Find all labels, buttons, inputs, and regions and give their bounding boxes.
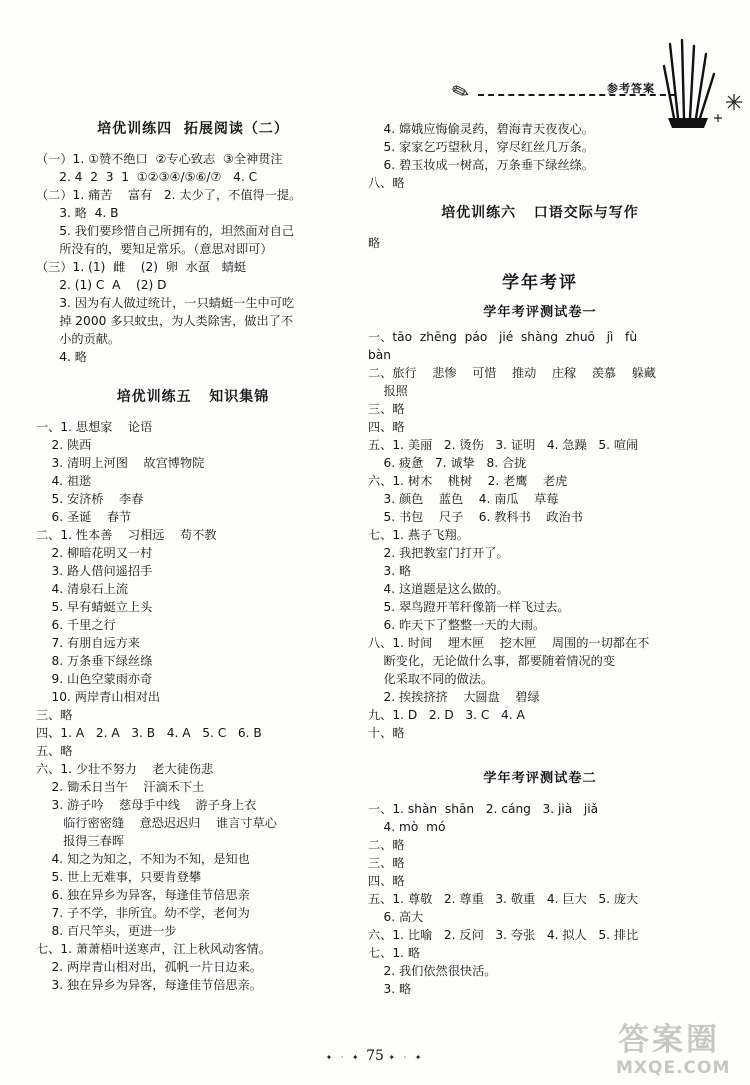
answer-line: 七、1. 燕子飞翔。 [368, 528, 469, 542]
answer-line: 四、略 [368, 874, 405, 888]
answer-line: 略 [368, 236, 381, 250]
section-heading: 学年考评测试卷一 [483, 305, 597, 320]
answer-line: 三、略 [368, 402, 405, 416]
answer-line: 3. 游子吟 慈母手中线 游子身上衣 [36, 798, 257, 812]
spacer [368, 292, 712, 304]
answer-line: 7. 子不学，非所宜。幼不学，老何为 [36, 906, 250, 920]
answer-line: 二、略 [368, 838, 405, 852]
answer-line: 一、tāo zhēng páo jié shàng zhuō jì fù [368, 330, 638, 344]
answer-line: 4. 略 [36, 350, 87, 364]
answer-line: 五、略 [36, 744, 73, 758]
answer-line: 2. 挨挨挤挤 大圆盘 碧绿 [368, 690, 540, 704]
answer-line: 3. 因为有人做过统计，一只蜻蜓一生中可吃 [36, 296, 295, 310]
answer-line: 2. 4 2 3 1 ①②③④/⑤⑥/⑦ 4. C [36, 170, 258, 184]
spacer [36, 406, 350, 418]
section-heading: 学年考评 [502, 273, 578, 293]
answer-line: 2. 陕西 [36, 438, 92, 452]
answer-line: 6. 千里之行 [36, 618, 116, 632]
answer-line: 6. 圣诞 春节 [36, 510, 132, 524]
answer-line: 3. 路人借问遥招手 [36, 564, 153, 578]
answer-line: 七、1. 萧萧梧叶送寒声，江上秋风动客情。 [36, 942, 271, 956]
answer-line: 2. 柳暗花明又一村 [36, 546, 153, 560]
answer-line: 十、略 [368, 726, 405, 740]
answer-line: 3. 略 [368, 982, 412, 996]
watermark-logo [612, 1014, 740, 1082]
answer-line: 3. 清明上河图 故宫博物院 [36, 456, 205, 470]
answer-line: 4. 这道题是这么做的。 [368, 582, 509, 596]
answer-line: 5. 安济桥 李春 [36, 492, 144, 506]
section-heading: 培优训练四 拓展阅读（二） [97, 121, 289, 137]
answer-line: 9. 山色空蒙雨亦奇 [36, 672, 153, 686]
answer-line: 6. 疲惫 7. 诚挚 8. 合拢 [368, 456, 527, 470]
answer-line: 4. 清泉石上流 [36, 582, 128, 596]
spacer [368, 252, 712, 274]
section-heading: 培优训练五 知识集锦 [116, 389, 270, 405]
answer-line: 5. 翠鸟蹬开苇秆像箭一样飞过去。 [368, 600, 570, 614]
header-label: 参考答案 [607, 82, 655, 95]
answer-line: 所没有的，要知足常乐。（意思对即可） [36, 242, 273, 256]
answer-line: 二、旅行 悲惨 可惜 推动 庄稼 羡慕 躲藏 [368, 366, 656, 380]
answer-line: 临行密密缝 意恐迟迟归 谁言寸草心 [36, 816, 277, 830]
answer-line: （一）1. ①赞不绝口 ②专心致志 ③全神贯注 [36, 152, 283, 166]
spacer [368, 192, 712, 204]
answer-line: 3. 略 4. B [36, 206, 119, 220]
left-answer-column [36, 120, 350, 994]
answer-line: 六、1. 树木 桃树 2. 老鹰 老虎 [368, 474, 568, 488]
answer-line: 7. 有朋自远方来 [36, 636, 141, 650]
answer-line: 3. 独在异乡为异客，每逢佳节倍思亲。 [36, 978, 262, 992]
answer-line: 七、1. 略 [368, 946, 421, 960]
answer-line: 一、1. 思想家 论语 [36, 420, 153, 434]
answer-line: 3. 颜色 蓝色 4. 南瓜 草莓 [368, 492, 559, 506]
right-answer-column [368, 120, 712, 998]
answer-line: 断变化，无论做什么事，都要随着情况的变 [368, 654, 616, 668]
answer-line: 5. 早有蜻蜓立上头 [36, 600, 153, 614]
answer-line: bàn [368, 348, 391, 362]
answer-line: 5. 书包 尺子 6. 教科书 政治书 [368, 510, 583, 524]
answer-line: 4. 嫦娥应悔偷灵药，碧海青天夜夜心。 [368, 122, 594, 136]
answer-line: 小的贡献。 [36, 332, 121, 346]
answer-line: 八、1. 时间 埋木匣 挖木匣 周围的一切都在不 [368, 636, 650, 650]
pen-icon: ✎ [448, 77, 474, 107]
answer-line: 6. 独在异乡为异客，每逢佳节倍思亲 [36, 888, 250, 902]
answer-line: 6. 高大 [368, 910, 424, 924]
answer-line: 六、1. 少壮不努力 老大徒伤悲 [36, 762, 214, 776]
answer-line: 2. (1) C A (2) D [36, 278, 167, 292]
answer-line: 四、1. A 2. A 3. B 4. A 5. C 6. B [36, 726, 262, 740]
answer-line: 6. 昨天下了整整一天的大雨。 [368, 618, 546, 632]
answer-line: 报得三春晖 [36, 834, 125, 848]
answer-line: 5. 家家乞巧望秋月，穿尽红丝几万条。 [368, 140, 594, 154]
answer-line: 4. 知之为知之，不知为不知，是知也 [36, 852, 250, 866]
answer-line: 2. 两岸青山相对出，孤帆一片日边来。 [36, 960, 262, 974]
watermark-url: MXQE.COM [616, 1058, 731, 1078]
answer-line: （三）1. (1) 雌 (2) 卵 水虿 蜻蜓 [36, 260, 247, 274]
answer-line: 5. 世上无难事，只要肯登攀 [36, 870, 202, 884]
decorative-plant-icon [660, 36, 748, 131]
answer-line: 4. mò mó [368, 820, 446, 834]
answer-line: 五、1. 尊敬 2. 尊重 3. 敬重 4. 巨大 5. 庞大 [368, 892, 639, 906]
answer-line: 化采取不同的做法。 [368, 672, 494, 686]
spacer [368, 788, 712, 800]
answer-line: 2. 锄禾日当午 汗滴禾下土 [36, 780, 205, 794]
answer-line: 8. 万条垂下绿丝绦 [36, 654, 153, 668]
answer-line: 10. 两岸青山相对出 [36, 690, 161, 704]
page-number: 75 [366, 1048, 384, 1064]
answer-line: 一、1. shàn shān 2. cáng 3. jià jiǎ [368, 802, 599, 816]
answer-line: 六、1. 比喻 2. 反问 3. 夸张 4. 拟人 5. 排比 [368, 928, 639, 942]
answer-line: 四、略 [368, 420, 405, 434]
decorative-dots-icon: ✦ · ✦ [388, 1053, 425, 1062]
answer-line: 4. 祖逖 [36, 474, 92, 488]
section-heading: 培优训练六 口语交际与写作 [441, 205, 639, 221]
answer-line: 掉 2000 多只蚊虫，为人类除害，做出了不 [36, 314, 294, 328]
answer-line: 报照 [368, 384, 408, 398]
answer-line: 三、略 [368, 856, 405, 870]
answer-line: 八、略 [368, 176, 405, 190]
answer-line: 九、1. D 2. D 3. C 4. A [368, 708, 525, 722]
answer-line: 5. 我们要珍惜自己所拥有的，坦然面对自己 [36, 224, 295, 238]
spacer [368, 222, 712, 234]
answer-line: 6. 碧玉妆成一树高，万条垂下绿丝绦。 [368, 158, 594, 172]
section-heading: 学年考评测试卷二 [483, 771, 597, 786]
answer-line: 五、1. 美丽 2. 烫伤 3. 证明 4. 急躁 5. 喧闹 [368, 438, 639, 452]
answer-line: 三、略 [36, 708, 73, 722]
answer-line: 3. 略 [368, 564, 412, 578]
answer-line: 8. 百尺竿头，更进一步 [36, 924, 177, 938]
spacer [368, 742, 712, 770]
watermark-text: 答案圈 [618, 1022, 720, 1058]
answer-line: 2. 我们依然很快活。 [368, 964, 497, 978]
decorative-dots-icon: ✦ · ✦ [325, 1053, 362, 1062]
answer-line: 2. 我把教室门打开了。 [368, 546, 509, 560]
spacer [36, 366, 350, 388]
answer-line: 二、1. 性本善 习相远 苟不教 [36, 528, 217, 542]
answer-line: （二）1. 痛苦 富有 2. 太少了，不值得一提。 [36, 188, 302, 202]
spacer [36, 138, 350, 150]
